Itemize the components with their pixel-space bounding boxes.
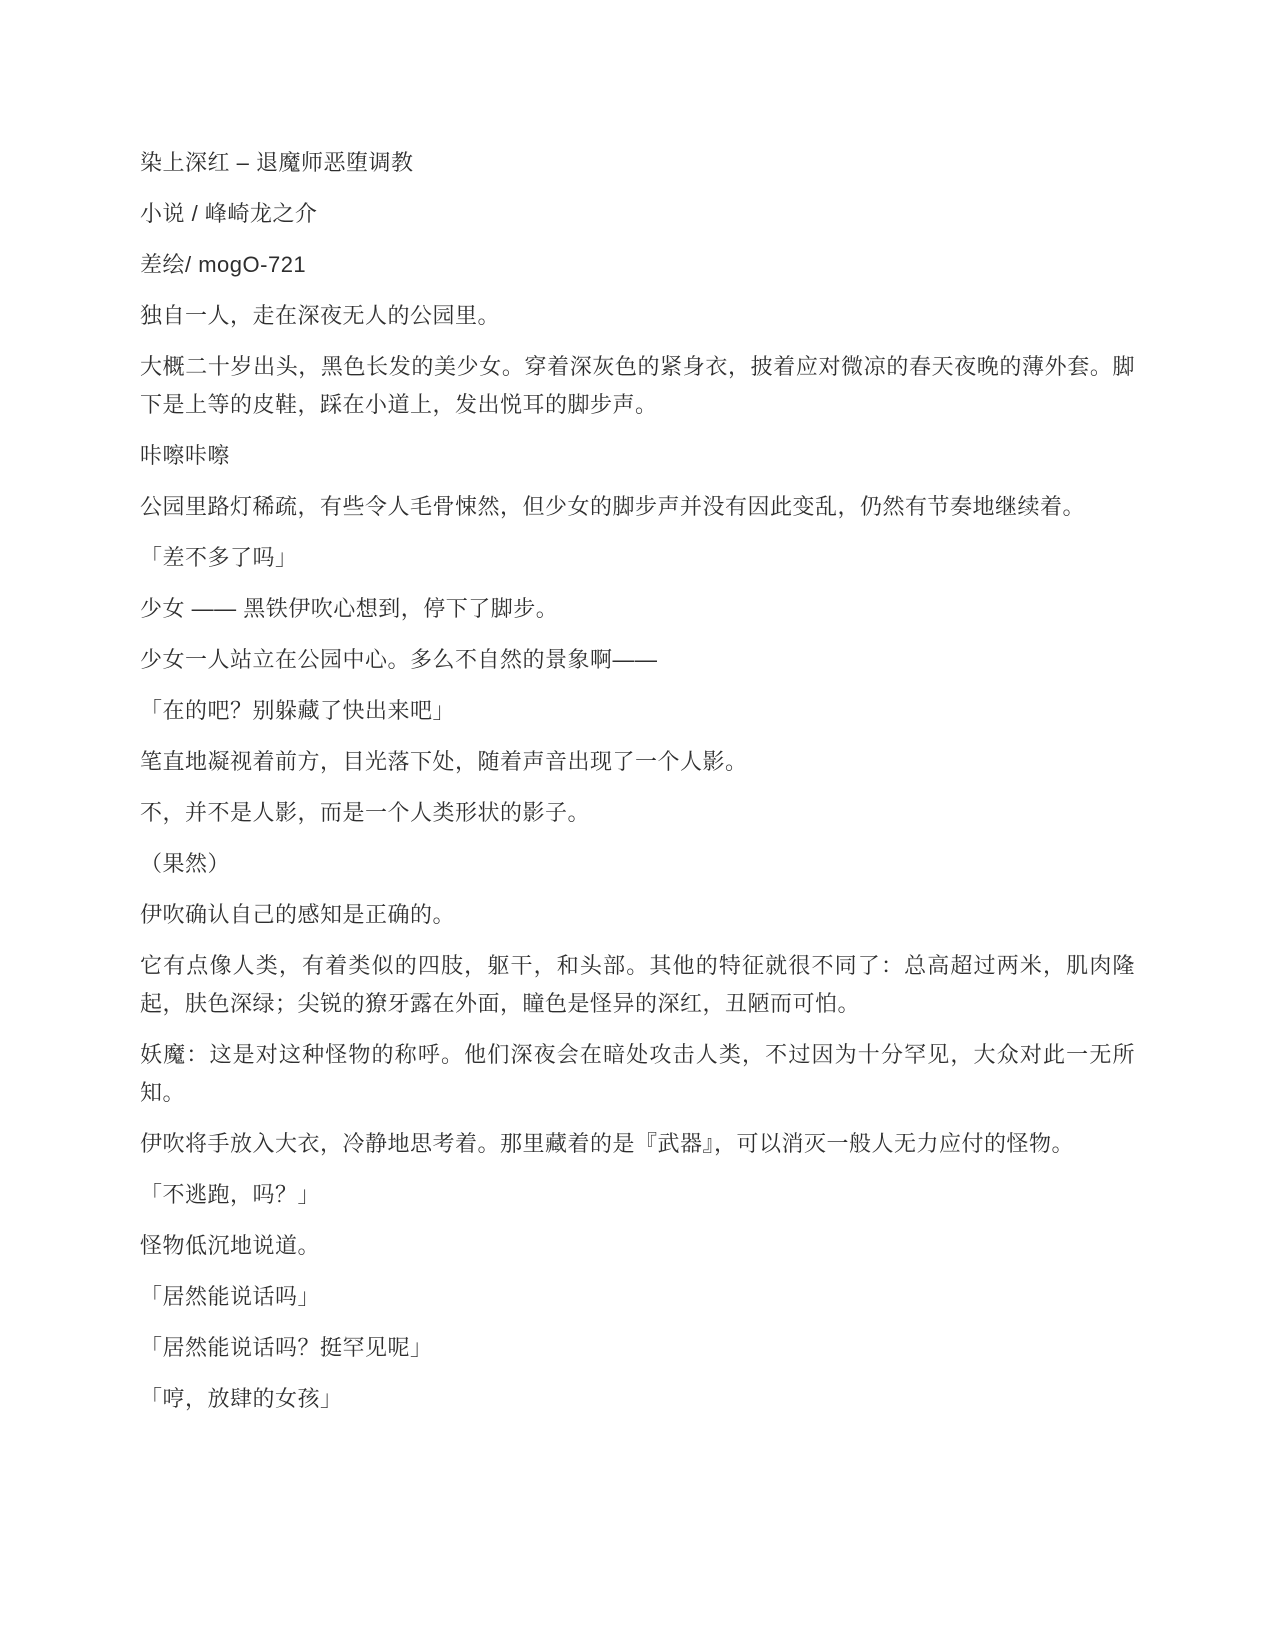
paragraph: 少女 —— 黑铁伊吹心想到，停下了脚步。 <box>140 596 559 621</box>
dialogue-line: 「差不多了吗」 <box>140 545 298 570</box>
paragraph: 笔直地凝视着前方，目光落下处，随着声音出现了一个人影。 <box>140 749 748 774</box>
paragraph: 公园里路灯稀疏，有些令人毛骨悚然，但少女的脚步声并没有因此变乱，仍然有节奏地继续着。 <box>140 494 1086 519</box>
dialogue-line: 「居然能说话吗」 <box>140 1284 321 1309</box>
paragraph: 伊吹将手放入大衣，冷静地思考着。那里藏着的是『武器』，可以消灭一般人无力应付的怪物。 <box>140 1131 1075 1156</box>
paragraph: 少女一人站立在公园中心。多么不自然的景象啊—— <box>140 647 658 672</box>
paragraph: 咔嚓咔嚓 <box>140 443 231 468</box>
paragraph: 妖魔：这是对这种怪物的称呼。他们深夜会在暗处攻击人类，不过因为十分罕见，大众对此一无所知。 <box>140 1042 1135 1105</box>
paragraph: 不，并不是人影，而是一个人类形状的影子。 <box>140 800 591 825</box>
illustrator-line: 差绘/ mogO-721 <box>140 252 307 277</box>
dialogue-line: 「居然能说话吗？挺罕见呢」 <box>140 1335 433 1360</box>
dialogue-line: 「不逃跑，吗？」 <box>140 1182 321 1207</box>
paragraph: （果然） <box>140 851 231 876</box>
paragraph: 大概二十岁出头，黑色长发的美少女。穿着深灰色的紧身衣，披着应对微凉的春天夜晚的薄外套。脚下是上等的皮鞋，踩在小道上，发出悦耳的脚步声。 <box>140 354 1135 417</box>
dialogue-line: 「在的吧？别躲藏了快出来吧」 <box>140 698 456 723</box>
paragraph: 独自一人，走在深夜无人的公园里。 <box>140 303 501 328</box>
paragraph: 伊吹确认自己的感知是正确的。 <box>140 902 456 927</box>
title-line: 染上深红 – 退魔师恶堕调教 <box>140 150 414 175</box>
paragraph: 它有点像人类，有着类似的四肢，躯干，和头部。其他的特征就很不同了：总高超过两米，肌肉隆起，肤色深绿；尖锐的獠牙露在外面，瞳色是怪异的深红，丑陋而可怕。 <box>140 953 1135 1016</box>
paragraph: 怪物低沉地说道。 <box>140 1233 321 1258</box>
author-line: 小说 / 峰崎龙之介 <box>140 201 318 226</box>
dialogue-line: 「哼，放肆的女孩」 <box>140 1386 343 1411</box>
